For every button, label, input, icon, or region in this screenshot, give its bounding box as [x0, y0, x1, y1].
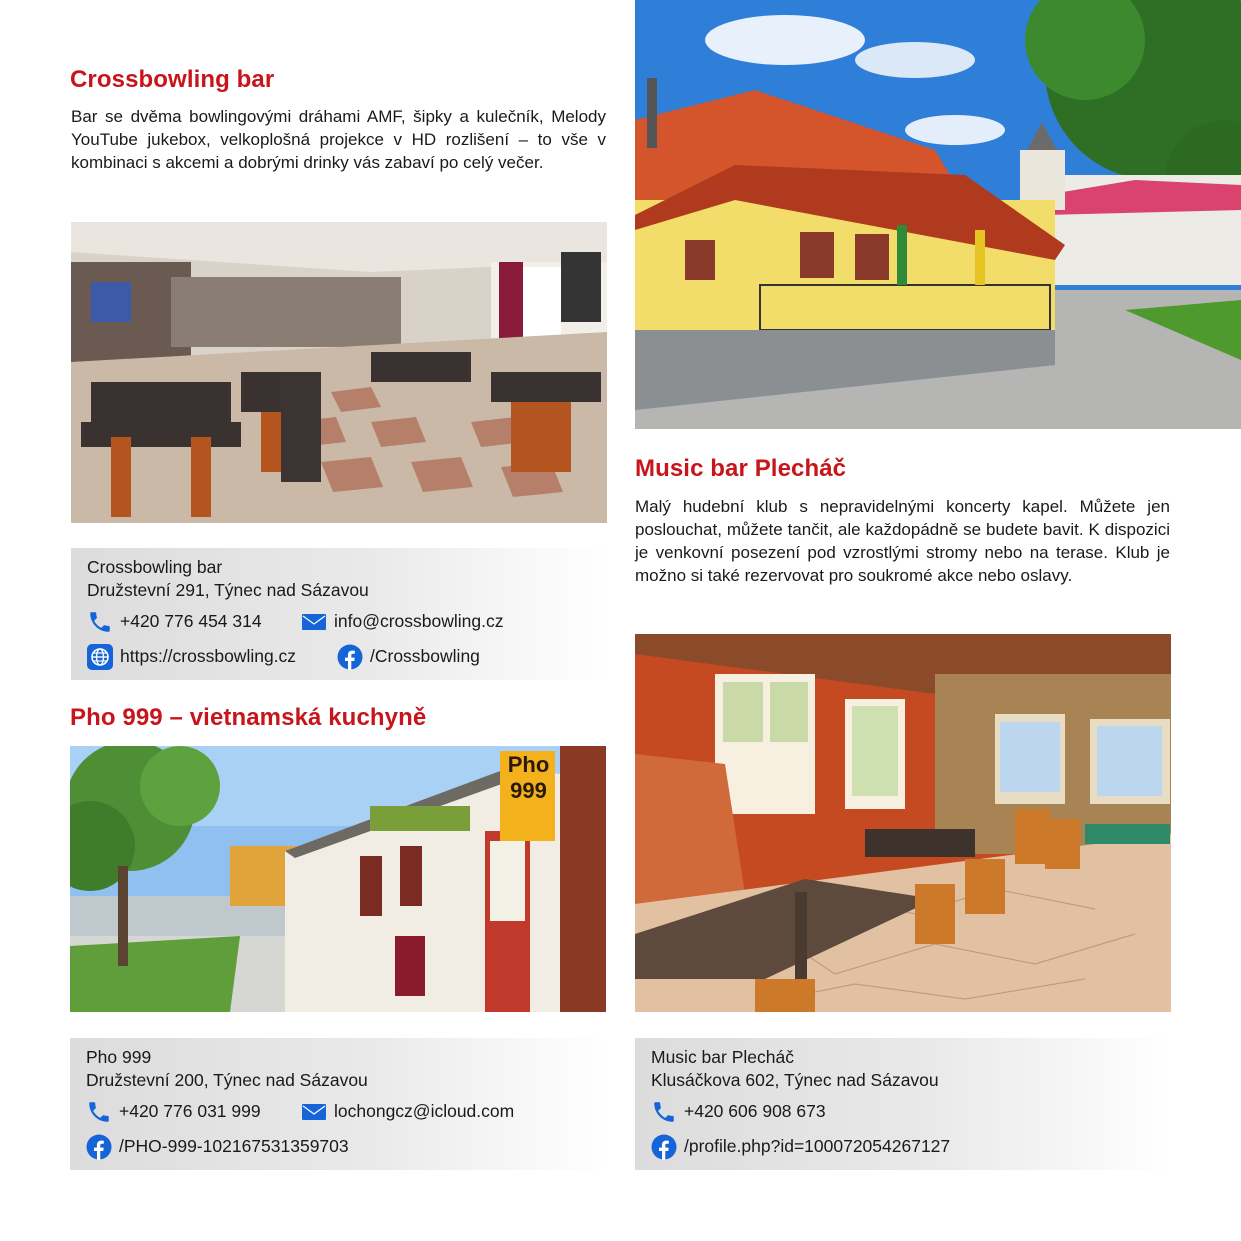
crossbowling-card-address: Družstevní 291, Týnec nad Sázavou: [87, 580, 369, 600]
crossbowling-facebook[interactable]: [337, 644, 480, 670]
phone-icon: [87, 609, 113, 635]
plechac-description: Malý hudební klub s nepravidelnými koncerty kapel. Můžete jen poslouchat, můžete tančit, ale každopádně se budete bavit. K dispozici je venkovní posezení pod vzrostlými stromy nebo na terase. Klub je možno si také rezervovat pro soukromé akce nebo oslavy.: [635, 497, 1170, 585]
pho-phone[interactable]: [86, 1099, 301, 1125]
music-bar-interior-photo: [635, 634, 1171, 1012]
crossbowling-web-text: https://crossbowling.cz: [120, 646, 297, 666]
plechac-facebook-text: /profile.php?id=100072054267127: [684, 1136, 951, 1156]
pho-title: Pho 999 – vietnamská kuchyně: [70, 704, 427, 731]
music-bar-exterior-photo: [635, 0, 1241, 429]
pho-card-name: Pho 999: [86, 1047, 152, 1067]
bowling-bar-interior-photo: [71, 222, 607, 523]
email-icon: [301, 609, 327, 635]
pho-facebook-text: /PHO-999-102167531359703: [119, 1136, 349, 1156]
facebook-icon: [337, 644, 363, 670]
globe-icon: [87, 644, 113, 670]
pho-phone-text: +420 776 031 999: [119, 1101, 261, 1121]
crossbowling-phone[interactable]: [87, 609, 301, 635]
pho-999-restaurant-exterior-photo: [70, 746, 606, 1012]
plechac-card-name: Music bar Plecháč: [651, 1047, 794, 1067]
crossbowling-description: Bar se dvěma bowlingovými dráhami AMF, šipky a kulečník, Melody YouTube jukebox, velkoplošná projekce v HD rozlišení – to vše v kombinaci s akcemi a dobrými drinky vás zabaví po celý večer.: [71, 107, 606, 172]
pho-sign-number: 999: [510, 778, 547, 803]
crossbowling-email-text: info@crossbowling.cz: [334, 611, 504, 631]
crossbowling-card-name: Crossbowling bar: [87, 557, 223, 577]
plechac-phone-text: +420 606 908 673: [684, 1101, 826, 1121]
phone-icon: [86, 1099, 112, 1125]
crossbowling-title: Crossbowling bar: [70, 66, 275, 93]
plechac-facebook[interactable]: [651, 1134, 950, 1160]
crossbowling-phone-text: +420 776 454 314: [120, 611, 262, 631]
pho-sign-name: Pho: [507, 752, 550, 777]
pho-contact-card: [70, 1038, 607, 1170]
pho-facebook[interactable]: [86, 1134, 349, 1160]
plechac-title: Music bar Plecháč: [635, 455, 847, 482]
pho-card-address: Družstevní 200, Týnec nad Sázavou: [86, 1070, 368, 1090]
pho-email[interactable]: [301, 1099, 514, 1125]
crossbowling-facebook-text: /Crossbowling: [370, 646, 480, 666]
plechac-phone[interactable]: [651, 1099, 826, 1125]
facebook-icon: [651, 1134, 677, 1160]
crossbowling-email[interactable]: [301, 609, 504, 635]
plechac-contact-card: [635, 1038, 1171, 1170]
crossbowling-web[interactable]: [87, 644, 337, 670]
crossbowling-contact-card: [71, 548, 607, 680]
pho-email-text: lochongcz@icloud.com: [334, 1101, 515, 1121]
plechac-card-address: Klusáčkova 602, Týnec nad Sázavou: [651, 1070, 939, 1090]
phone-icon: [651, 1099, 677, 1125]
facebook-icon: [86, 1134, 112, 1160]
email-icon: [301, 1099, 327, 1125]
